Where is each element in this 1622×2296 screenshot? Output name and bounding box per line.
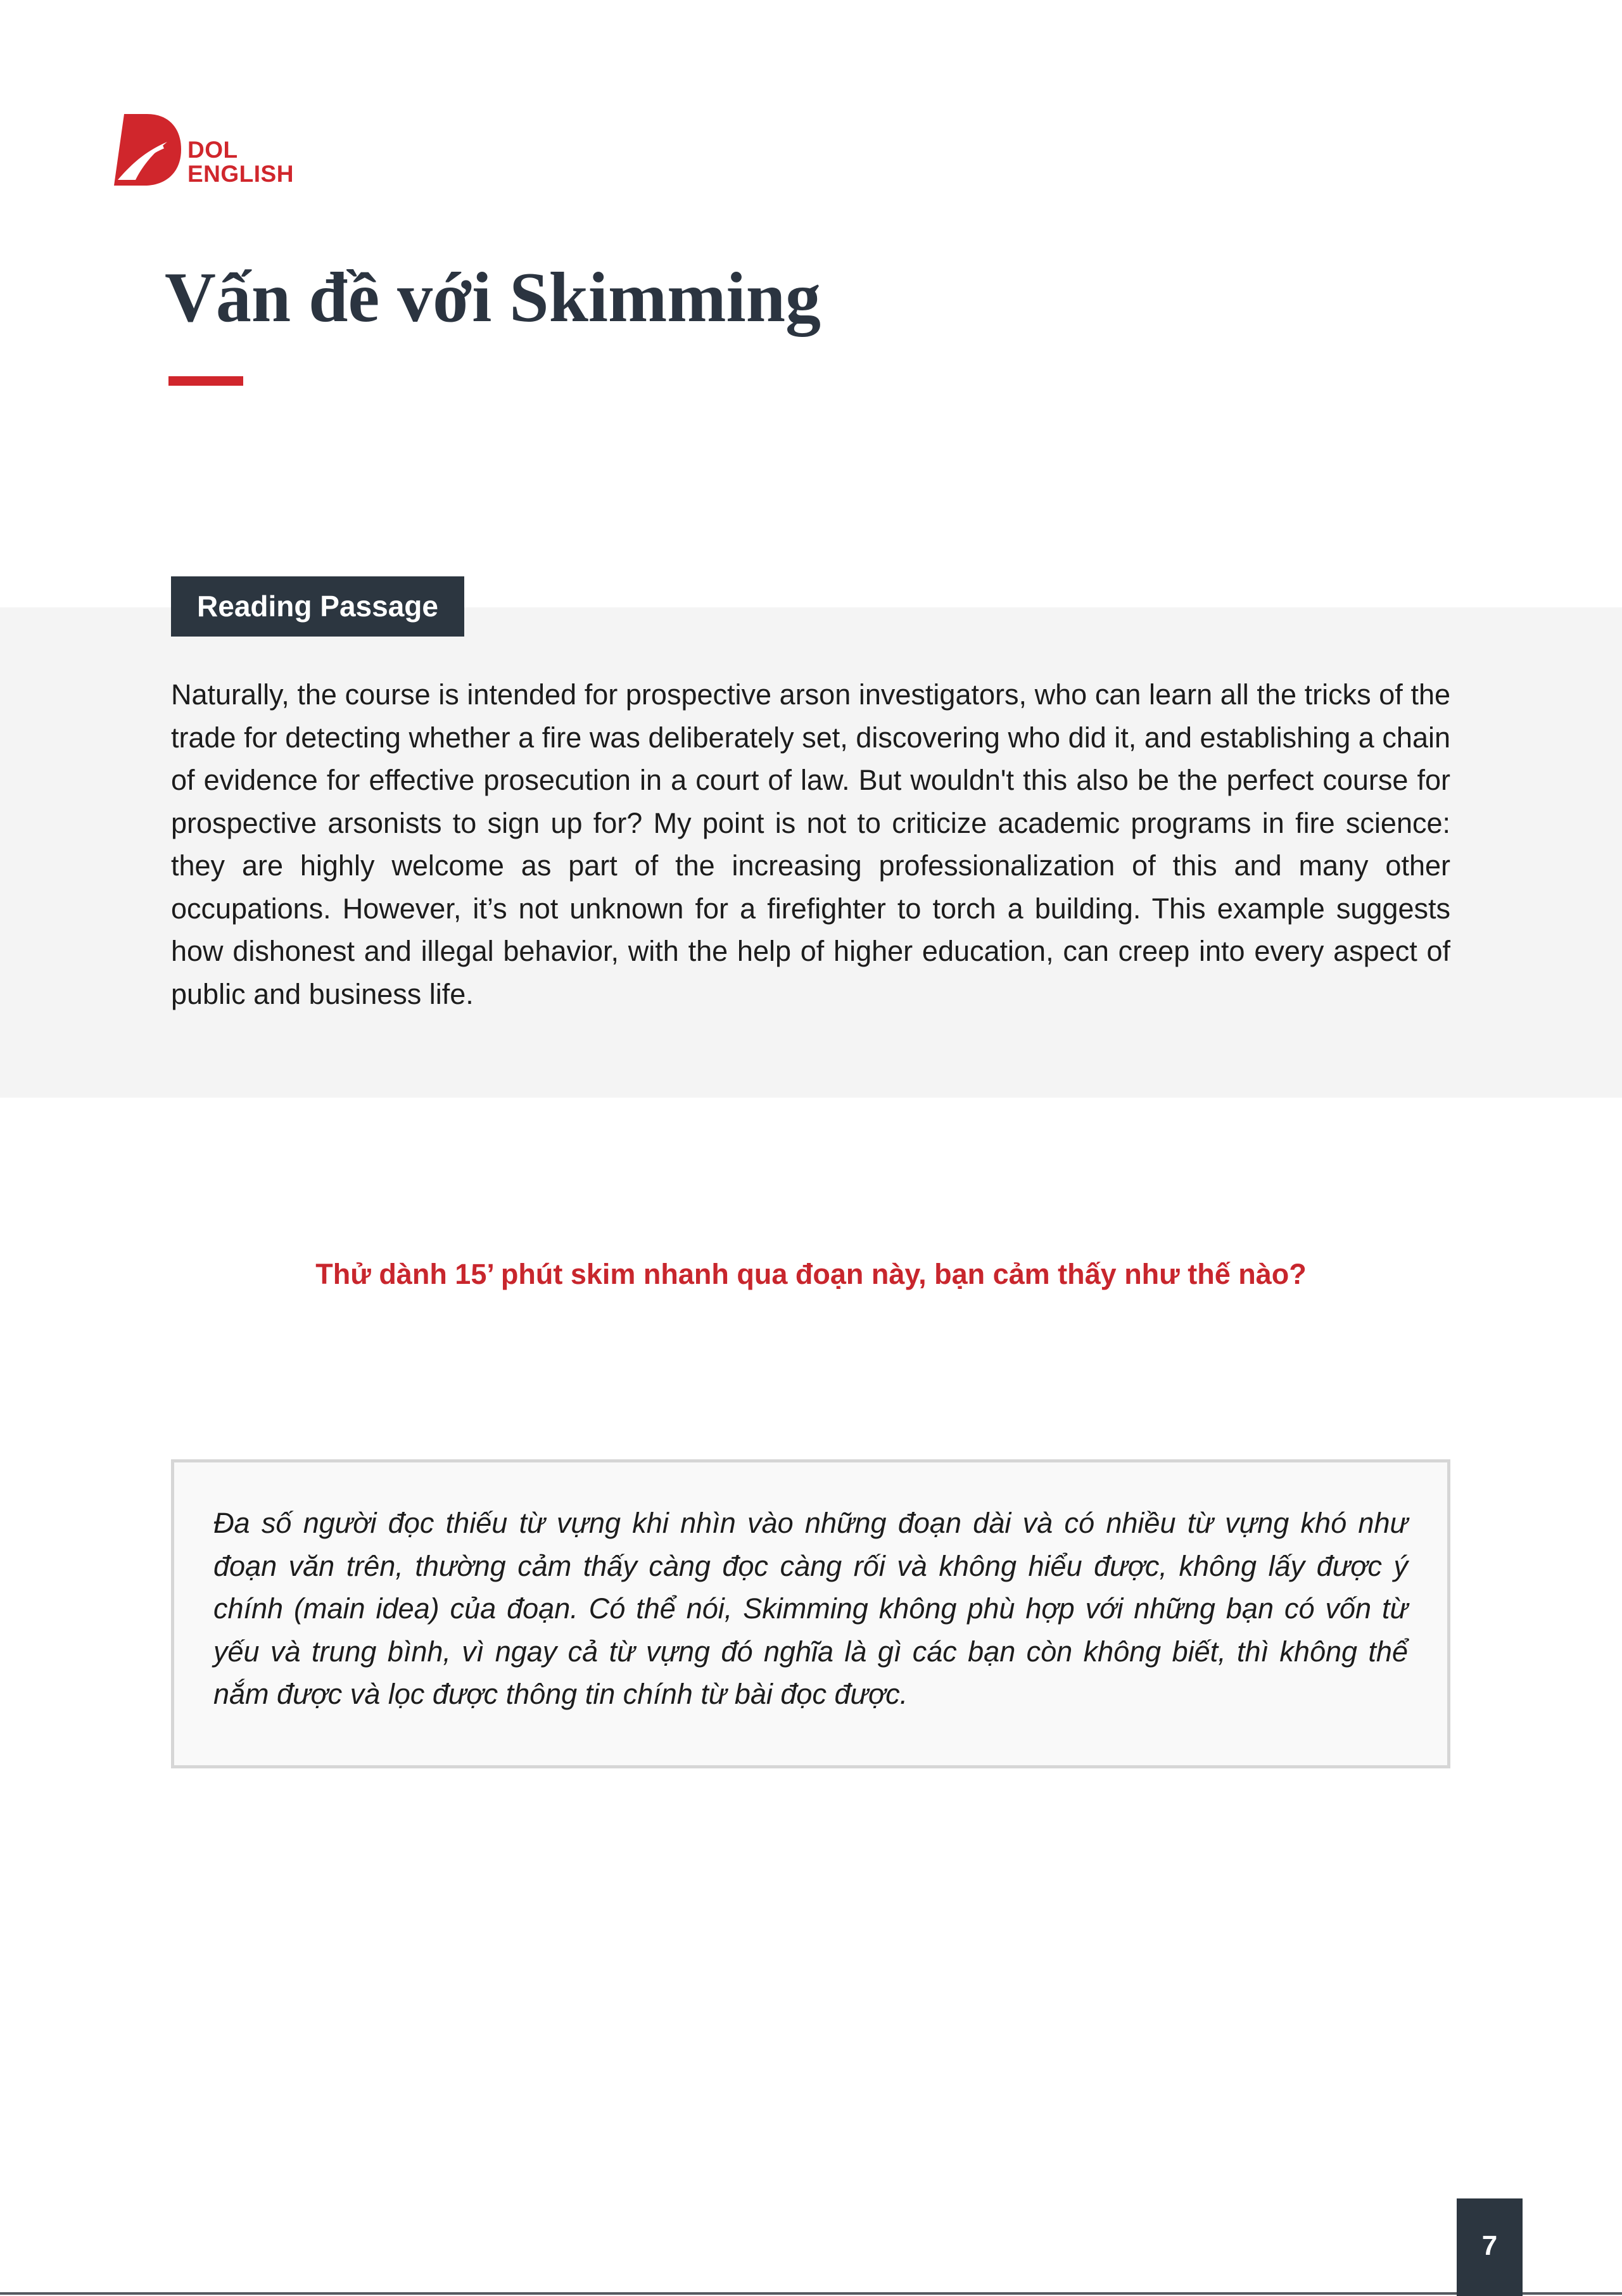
page-title: Vấn đề với Skimming <box>165 258 821 337</box>
logo-line-1: DOL <box>187 137 238 163</box>
note-box <box>171 1459 1450 1768</box>
page-number: 7 <box>1457 2198 1523 2296</box>
note-text: Đa số người đọc thiếu từ vựng khi nhìn vào những đoạn dài và có nhiều từ vựng khó như đoạn văn trên, thường cảm thấy càng đọc càng rối và không hiểu được, không lấy được ý chính (main idea) của đoạn. Có thể nói, Skimming không phù hợp với những bạn có vốn từ yếu và trung bình, vì ngay cả từ vựng đó nghĩa là gì các bạn còn không biết, thì không thể nắm được và lọc được thông tin chính từ bài đọc được. <box>213 1507 1408 1710</box>
dol-english-logo <box>114 114 317 187</box>
reading-passage-label: Reading Passage <box>171 576 464 637</box>
skim-question: Thử dành 15’ phút skim nhanh qua đoạn này, bạn cảm thấy như thế nào? <box>315 1258 1307 1290</box>
logo-wordmark <box>187 138 294 186</box>
dol-logo-icon <box>114 114 182 186</box>
title-underline <box>168 376 243 386</box>
reading-passage-text: Naturally, the course is intended for prospective arson investigators, who can learn all the tricks of the trade for detecting whether a fire was deliberately set, discovering who did it, and establishing a chain of evidence for effective prosecution in a court of law. But wouldn't this also be the perfect course for prospective arsonists to sign up for? My point is not to criticize academic programs in fire science: they are highly welcome as part of the increasing professionalization of this and many other occupations. However, it’s not unknown for a firefighter to torch a building. This example suggests how dishonest and illegal behavior, with the help of higher education, can creep into every aspect of public and business life. <box>171 678 1450 1010</box>
footer-divider <box>0 2292 1622 2295</box>
logo-line-2: ENGLISH <box>187 161 294 187</box>
